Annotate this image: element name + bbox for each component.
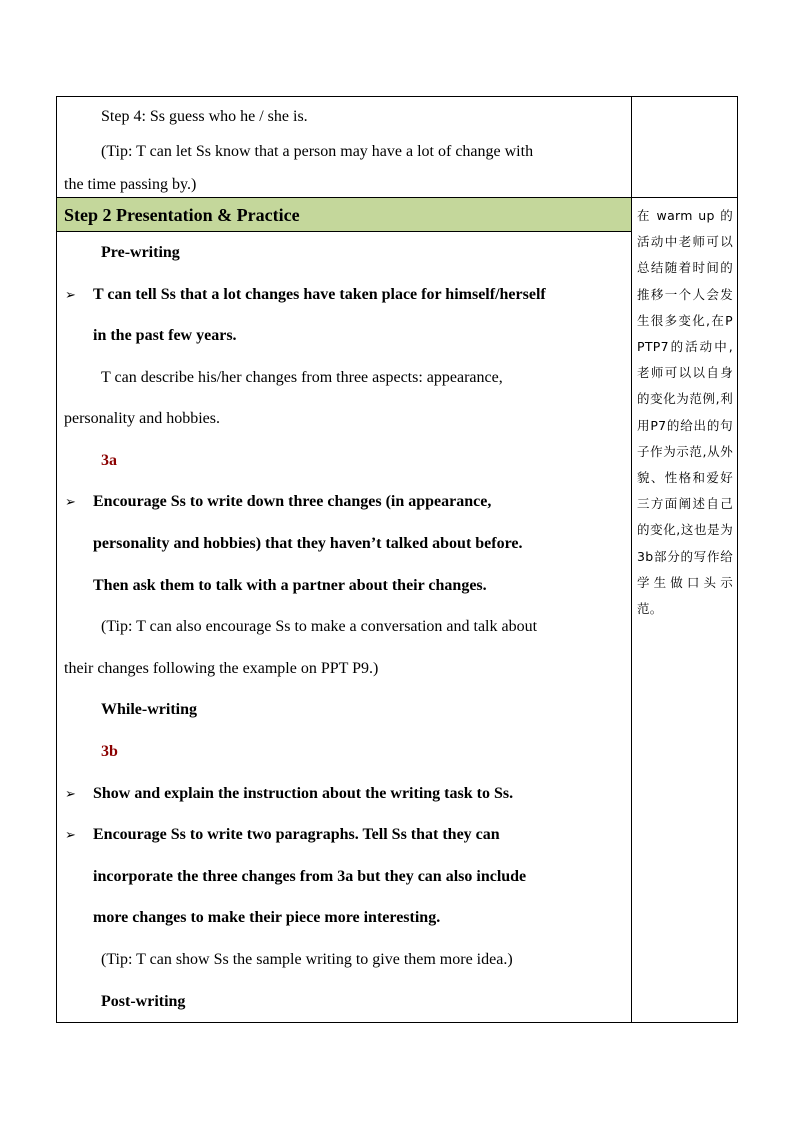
post-writing-heading: Post-writing — [101, 993, 186, 1010]
tip1-line1: (Tip: T can let Ss know that a person may have a lot of change with — [101, 143, 534, 160]
bullet-arrow-icon: ➢ — [65, 827, 76, 842]
label-3b: 3b — [101, 743, 118, 760]
section-header-title: Step 2 Presentation & Practice — [64, 205, 300, 225]
tip3-line1: (Tip: T can show Ss the sample writing to give them more idea.) — [101, 951, 513, 968]
bullet1-line2: in the past few years. — [93, 327, 237, 344]
bullet-arrow-icon: ➢ — [65, 494, 76, 509]
para1-line1: T can describe his/her changes from three aspects: appearance, — [101, 369, 503, 386]
bullet1-line1: T can tell Ss that a lot changes have taken place for himself/herself — [93, 286, 546, 303]
step4-text: Step 4: Ss guess who he / she is. — [101, 108, 308, 125]
bullet3-line1: Show and explain the instruction about the writing task to Ss. — [93, 785, 514, 802]
tip2-line1: (Tip: T can also encourage Ss to make a conversation and talk about — [101, 618, 538, 635]
para1-line2: personality and hobbies. — [64, 410, 220, 427]
bullet-arrow-icon: ➢ — [65, 786, 76, 801]
while-writing-heading: While-writing — [101, 701, 197, 718]
tip1-line2: the time passing by.) — [64, 176, 197, 193]
bullet2-line3: Then ask them to talk with a partner about their changes. — [93, 577, 487, 594]
bullet-arrow-icon: ➢ — [65, 287, 76, 302]
bullet4-line3: more changes to make their piece more interesting. — [93, 909, 441, 926]
bullet2-line2: personality and hobbies) that they haven’t talked about before. — [93, 535, 523, 552]
bullet4-line2: incorporate the three changes from 3a but they can also include — [93, 868, 527, 885]
header-divider — [57, 231, 631, 232]
section-header — [57, 198, 631, 231]
pre-writing-heading: Pre-writing — [101, 244, 180, 261]
side-note: 在 warm up 的活动中老师可以总结随着时间的推移一个人会发生很多变化,在PPTP7的活动中,老师可以以自身的变化为范例,利用P7的给出的句子作为示范,从外貌、性格和爱好三方面阐述自己的变化,这也是为3b部分的写作给学生做口头示范。 — [637, 208, 733, 617]
label-3a: 3a — [101, 452, 117, 469]
column-divider — [631, 97, 632, 1022]
bullet4-line1: Encourage Ss to write two paragraphs. Tell Ss that they can — [93, 826, 500, 843]
tip2-line2: their changes following the example on PPT P9.) — [64, 660, 379, 677]
lesson-plan-table — [56, 96, 738, 1023]
bullet2-line1: Encourage Ss to write down three changes (in appearance, — [93, 493, 492, 510]
